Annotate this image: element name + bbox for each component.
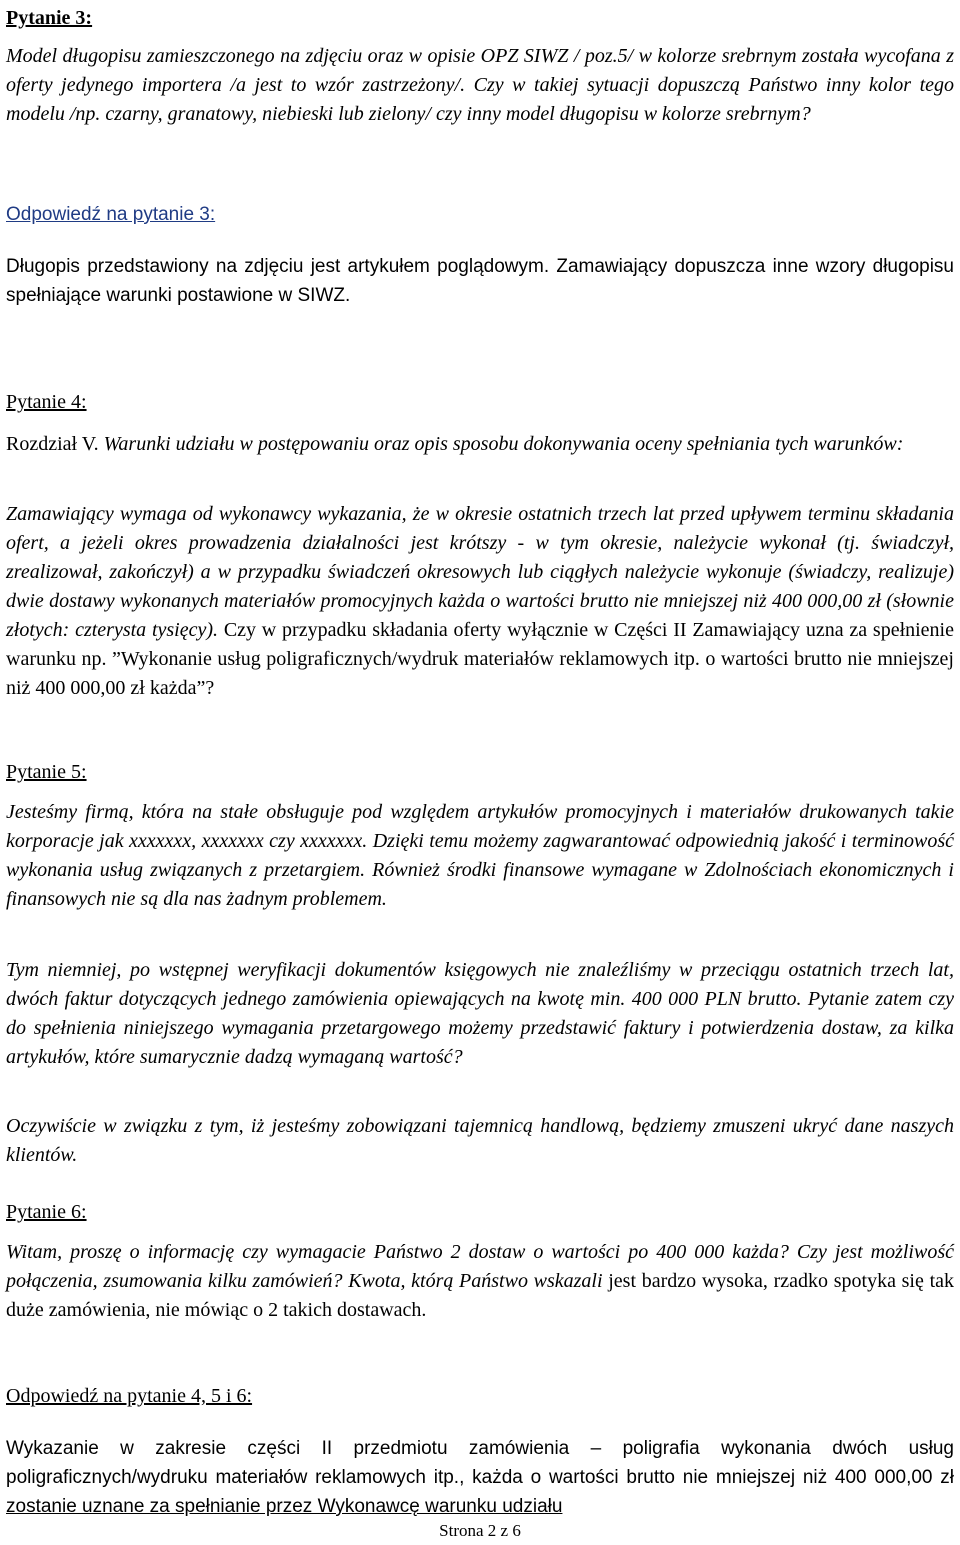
q6-paragraph [6,1238,954,1325]
q4-intro [6,430,954,459]
a456-paragraph-b: zostanie uznane za spełnianie przez Wykonawcę warunku udziału [6,1496,563,1517]
q5-heading: Pytanie 5: [6,761,87,783]
page-number: Strona 2 z 6 [439,1521,521,1540]
q3-paragraph: Model długopisu zamieszczonego na zdjęciu oraz w opisie OPZ SIWZ / poz.5/ w kolorze srebrnym została wycofana z oferty jedynego importera /a jest to wzór zastrzeżony/. Czy w takiej sytuacji dopuszczą Państwo inny kolor tego modelu /np. czarny, granatowy, niebieski lub zielony/ czy inny model długopisu w kolorze srebrnym? [6,45,954,125]
a456-paragraph [6,1434,954,1521]
q5-paragraph-1: Jesteśmy firmą, która na stałe obsługuje pod względem artykułów promocyjnych i materiałów drukowanych takie korporacje jak xxxxxxx, xxxxxxx czy xxxxxxx. Dzięki temu możemy zagwarantować odpowiednią jakość i terminowość wykonania usług związanych z przetargiem. Również środki finansowe wymagane w Zdolnościach ekonomicznych i finansowych nie są dla nas żadnym problemem. [6,801,954,910]
q4-paragraph-b: Czy w przypadku składania oferty wyłącznie w Części II Zamawiający uzna za spełnienie warunku np. ”Wykonanie usług poligraficznych/wydruk materiałów reklamowych itp. o wartości brutto nie mniejszej niż 400 000,00 zł każda”? [6,619,954,699]
q4-paragraph [6,500,954,703]
q4-heading: Pytanie 4: [6,391,87,413]
q4-paragraph-a: Zamawiający wymaga od wykonawcy wykazania, że w okresie ostatnich trzech lat przed upływem terminu składania ofert, a jeżeli okres prowadzenia działalności jest krótszy - w tym okresie, należycie wykonał (tj. świadczył, zrealizował, zakończył) a w przypadku świadczeń okresowych lub ciągłych należycie wykonuje (świadczy, realizuje) dwie dostawy wykonanych materiałów promocyjnych każda o wartości brutto nie mniejszej niż 400 000,00 zł (słownie złotych: czterysta tysięcy). [6,503,954,641]
a456-heading: Odpowiedź na pytanie 4, 5 i 6: [6,1385,253,1407]
a3-paragraph: Długopis przedstawiony na zdjęciu jest artykułem poglądowym. Zamawiający dopuszcza inne wzory długopisu spełniające warunki postawione w SIWZ. [6,256,954,306]
q6-heading: Pytanie 6: [6,1201,87,1223]
q3-heading: Pytanie 3: [6,7,93,29]
q4-intro-text: Warunki udziału w postępowaniu oraz opis sposobu dokonywania oceny spełniania tych warunków: [103,433,904,455]
a456-paragraph-a: Wykazanie w zakresie części II przedmiotu zamówienia – poligrafia wykonania dwóch usług poligraficznych/wydruku materiałów reklamowych itp., każda o wartości brutto nie mniejszej niż 400 000,00 zł [6,1438,954,1488]
q5-paragraph-2: Tym niemniej, po wstępnej weryfikacji dokumentów księgowych nie znaleźliśmy w przeciągu ostatnich trzech lat, dwóch faktur dotyczących jednego zamówienia opiewających na kwotę min. 400 000 PLN brutto. Pytanie zatem czy do spełnienia niniejszego wymagania przetargowego możemy przedstawić faktury i potwierdzenia dostaw, za kilka artykułów, które sumarycznie dadzą wymaganą wartość? [6,959,954,1068]
q5-paragraph-3: Oczywiście w związku z tym, iż jesteśmy zobowiązani tajemnicą handlową, będziemy zmuszeni ukryć dane naszych klientów. [6,1115,954,1166]
q4-intro-label: Rozdział V. [6,433,99,455]
q6-paragraph-a: Witam, proszę o informację czy wymagacie Państwo 2 dostaw o wartości po 400 000 każda? Czy jest możliwość połączenia, zsumowania kilku zamówień? Kwota, którą Państwo wskazali [6,1241,954,1292]
a3-heading: Odpowiedź na pytanie 3: [6,204,216,225]
q6-paragraph-b: jest bardzo wysoka, rzadko spotyka się tak duże zamówienia, nie mówiąc o 2 takich dostawach. [6,1270,955,1321]
